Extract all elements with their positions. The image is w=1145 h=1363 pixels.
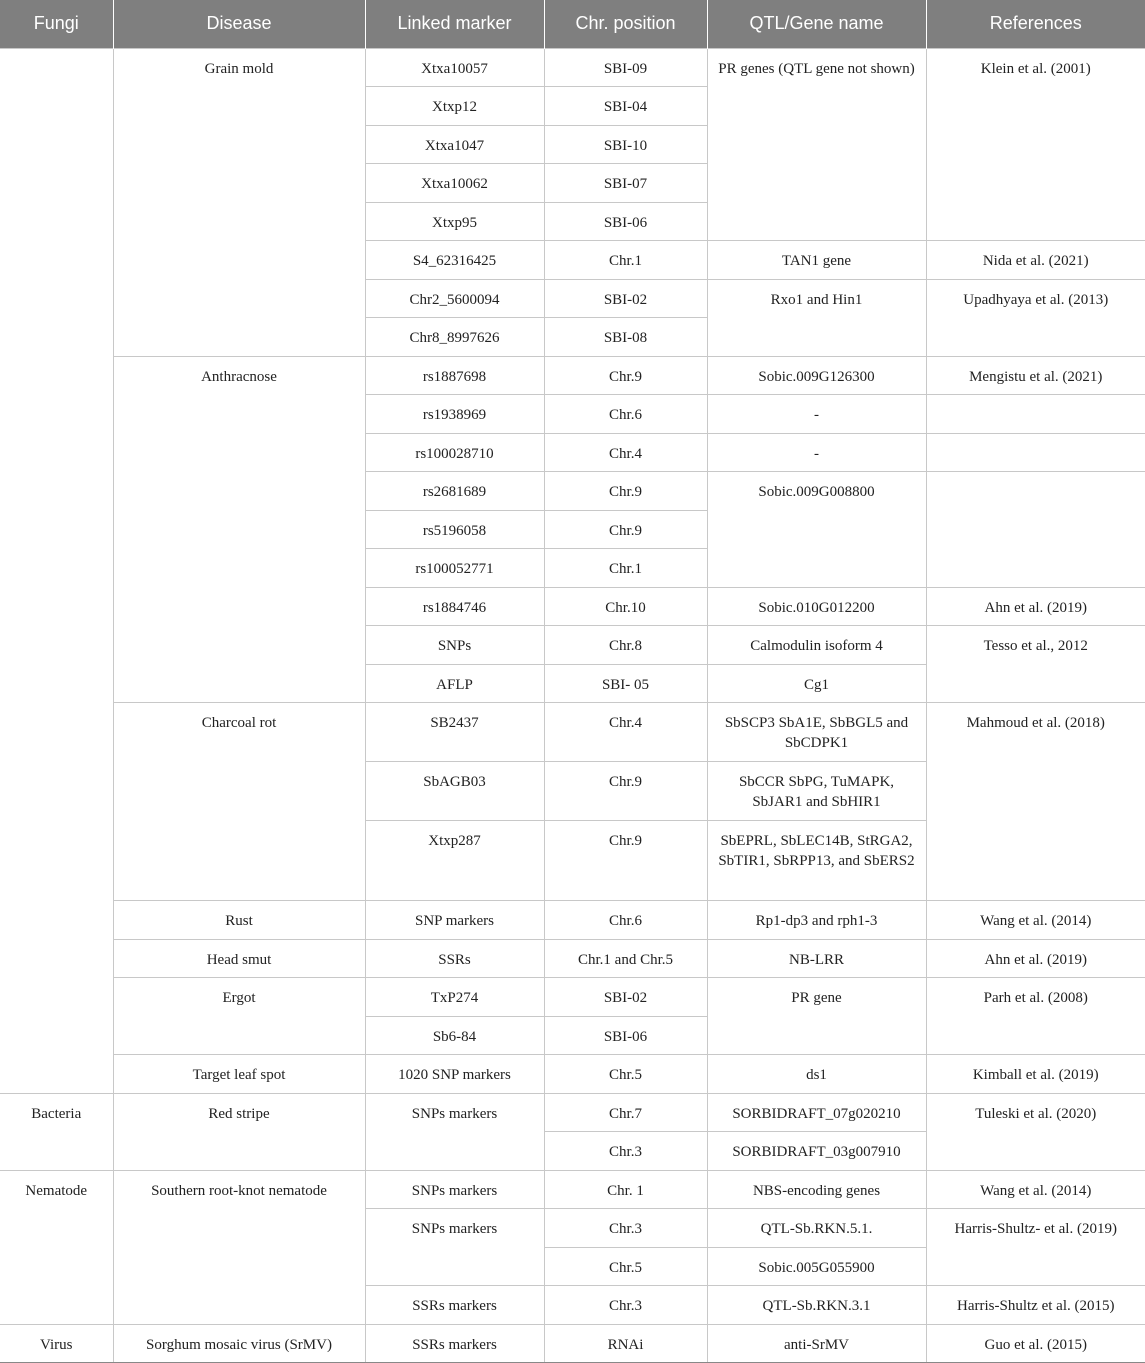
position-cell: SBI-07 (544, 164, 707, 203)
table-row (0, 939, 1145, 978)
position-cell: SBI-02 (544, 279, 707, 318)
marker-cell: SNPs (365, 626, 544, 665)
gene-cell: anti-SrMV (707, 1324, 926, 1363)
reference-cell: Upadhyaya et al. (2013) (926, 279, 1145, 356)
gene-cell: NB-LRR (707, 939, 926, 978)
marker-cell: TxP274 (365, 978, 544, 1017)
reference-cell: Mahmoud et al. (2018) (926, 703, 1145, 901)
table-body (0, 48, 1145, 1363)
reference-cell (926, 395, 1145, 434)
disease-cell: Rust (113, 901, 365, 940)
gene-cell: SbCCR SbPG, TuMAPK, SbJAR1 and SbHIR1 (707, 762, 926, 821)
header-qtl-gene-name: QTL/Gene name (707, 0, 926, 48)
reference-cell: Guo et al. (2015) (926, 1324, 1145, 1363)
table-row (0, 901, 1145, 940)
reference-cell: Wang et al. (2014) (926, 901, 1145, 940)
position-cell: SBI-06 (544, 1016, 707, 1055)
gene-cell: Sobic.005G055900 (707, 1247, 926, 1286)
disease-cell: Grain mold (113, 48, 365, 356)
position-cell: Chr.3 (544, 1209, 707, 1248)
position-cell: Chr.9 (544, 356, 707, 395)
marker-cell: Xtxp12 (365, 87, 544, 126)
table-row (0, 1093, 1145, 1132)
reference-cell: Ahn et al. (2019) (926, 939, 1145, 978)
reference-cell: Kimball et al. (2019) (926, 1055, 1145, 1094)
marker-cell: rs2681689 (365, 472, 544, 511)
gene-cell: Sobic.009G126300 (707, 356, 926, 395)
gene-cell: Cg1 (707, 664, 926, 703)
disease-cell: Red stripe (113, 1093, 365, 1170)
position-cell: Chr.9 (544, 472, 707, 511)
marker-cell: rs1884746 (365, 587, 544, 626)
position-cell: SBI-10 (544, 125, 707, 164)
reference-cell (926, 433, 1145, 472)
gene-cell: TAN1 gene (707, 241, 926, 280)
position-cell: Chr.8 (544, 626, 707, 665)
marker-cell: Chr8_8997626 (365, 318, 544, 357)
gene-cell: PR gene (707, 978, 926, 1055)
marker-cell: AFLP (365, 664, 544, 703)
position-cell: Chr.10 (544, 587, 707, 626)
gene-cell: - (707, 433, 926, 472)
reference-cell: Nida et al. (2021) (926, 241, 1145, 280)
table-row (0, 1055, 1145, 1094)
marker-cell: 1020 SNP markers (365, 1055, 544, 1094)
reference-cell: Ahn et al. (2019) (926, 587, 1145, 626)
position-cell: Chr.9 (544, 762, 707, 821)
position-cell: SBI-06 (544, 202, 707, 241)
position-cell: Chr.7 (544, 1093, 707, 1132)
position-cell: Chr. 1 (544, 1170, 707, 1209)
marker-cell: rs100052771 (365, 549, 544, 588)
disease-cell: Head smut (113, 939, 365, 978)
position-cell: Chr.5 (544, 1247, 707, 1286)
reference-cell: Harris-Shultz et al. (2015) (926, 1286, 1145, 1325)
marker-cell: rs100028710 (365, 433, 544, 472)
marker-cell: rs1887698 (365, 356, 544, 395)
marker-cell: SSRs markers (365, 1324, 544, 1363)
disease-cell: Sorghum mosaic virus (SrMV) (113, 1324, 365, 1363)
reference-cell: Harris-Shultz- et al. (2019) (926, 1209, 1145, 1286)
group-cell (0, 48, 113, 1093)
position-cell: SBI-02 (544, 978, 707, 1017)
reference-cell: Parh et al. (2008) (926, 978, 1145, 1055)
disease-cell: Target leaf spot (113, 1055, 365, 1094)
gene-cell: QTL-Sb.RKN.5.1. (707, 1209, 926, 1248)
gene-cell: PR genes (QTL gene not shown) (707, 48, 926, 241)
position-cell: Chr.4 (544, 433, 707, 472)
table-row (0, 1324, 1145, 1363)
reference-cell (926, 472, 1145, 588)
marker-cell: SSRs markers (365, 1286, 544, 1325)
position-cell: SBI- 05 (544, 664, 707, 703)
position-cell: Chr.1 (544, 241, 707, 280)
group-cell: Bacteria (0, 1093, 113, 1170)
position-cell: Chr.4 (544, 703, 707, 762)
marker-cell: SNPs markers (365, 1170, 544, 1209)
table-row (0, 703, 1145, 762)
marker-cell: SB2437 (365, 703, 544, 762)
marker-cell: rs1938969 (365, 395, 544, 434)
position-cell: Chr.3 (544, 1132, 707, 1171)
position-cell: Chr.3 (544, 1286, 707, 1325)
marker-cell: S4_62316425 (365, 241, 544, 280)
gene-cell: SbSCP3 SbA1E, SbBGL5 and SbCDPK1 (707, 703, 926, 762)
gene-cell: Sobic.009G008800 (707, 472, 926, 588)
table-row (0, 356, 1145, 395)
header-chr-position: Chr. position (544, 0, 707, 48)
position-cell: SBI-08 (544, 318, 707, 357)
table-row (0, 978, 1145, 1017)
gene-cell: Rxo1 and Hin1 (707, 279, 926, 356)
marker-cell: SSRs (365, 939, 544, 978)
gene-cell: ds1 (707, 1055, 926, 1094)
group-cell: Virus (0, 1324, 113, 1363)
reference-cell: Wang et al. (2014) (926, 1170, 1145, 1209)
marker-cell: Sb6-84 (365, 1016, 544, 1055)
position-cell: Chr.1 and Chr.5 (544, 939, 707, 978)
position-cell: Chr.9 (544, 821, 707, 901)
gene-cell: Calmodulin isoform 4 (707, 626, 926, 665)
marker-cell: Xtxp287 (365, 821, 544, 901)
marker-cell: Xtxa10057 (365, 48, 544, 87)
position-cell: SBI-04 (544, 87, 707, 126)
marker-cell: Xtxa10062 (365, 164, 544, 203)
marker-cell: Chr2_5600094 (365, 279, 544, 318)
reference-cell: Klein et al. (2001) (926, 48, 1145, 241)
reference-cell: Tuleski et al. (2020) (926, 1093, 1145, 1170)
group-cell: Nematode (0, 1170, 113, 1324)
gene-cell: SORBIDRAFT_07g020210 (707, 1093, 926, 1132)
marker-cell: SbAGB03 (365, 762, 544, 821)
header-fungi: Fungi (0, 0, 113, 48)
position-cell: Chr.6 (544, 901, 707, 940)
position-cell: Chr.1 (544, 549, 707, 588)
gene-cell: Sobic.010G012200 (707, 587, 926, 626)
position-cell: Chr.5 (544, 1055, 707, 1094)
disease-cell: Ergot (113, 978, 365, 1055)
gene-cell: NBS-encoding genes (707, 1170, 926, 1209)
position-cell: SBI-09 (544, 48, 707, 87)
marker-cell: Xtxp95 (365, 202, 544, 241)
reference-cell: Mengistu et al. (2021) (926, 356, 1145, 395)
marker-cell: SNPs markers (365, 1093, 544, 1170)
table-row (0, 1170, 1145, 1209)
marker-cell: Xtxa1047 (365, 125, 544, 164)
disease-cell: Charcoal rot (113, 703, 365, 901)
gene-cell: SORBIDRAFT_03g007910 (707, 1132, 926, 1171)
marker-cell: rs5196058 (365, 510, 544, 549)
gene-cell: - (707, 395, 926, 434)
marker-cell: SNPs markers (365, 1209, 544, 1286)
position-cell: Chr.6 (544, 395, 707, 434)
gene-cell: Rp1-dp3 and rph1-3 (707, 901, 926, 940)
position-cell: Chr.9 (544, 510, 707, 549)
disease-cell: Southern root-knot nematode (113, 1170, 365, 1324)
gene-cell: QTL-Sb.RKN.3.1 (707, 1286, 926, 1325)
header-linked-marker: Linked marker (365, 0, 544, 48)
header-references: References (926, 0, 1145, 48)
marker-cell: SNP markers (365, 901, 544, 940)
reference-cell: Tesso et al., 2012 (926, 626, 1145, 703)
table-row (0, 48, 1145, 87)
gene-cell: SbEPRL, SbLEC14B, StRGA2, SbTIR1, SbRPP13, and SbERS2 (707, 821, 926, 901)
header-disease: Disease (113, 0, 365, 48)
table-header (0, 0, 1145, 48)
disease-cell: Anthracnose (113, 356, 365, 703)
position-cell: RNAi (544, 1324, 707, 1363)
